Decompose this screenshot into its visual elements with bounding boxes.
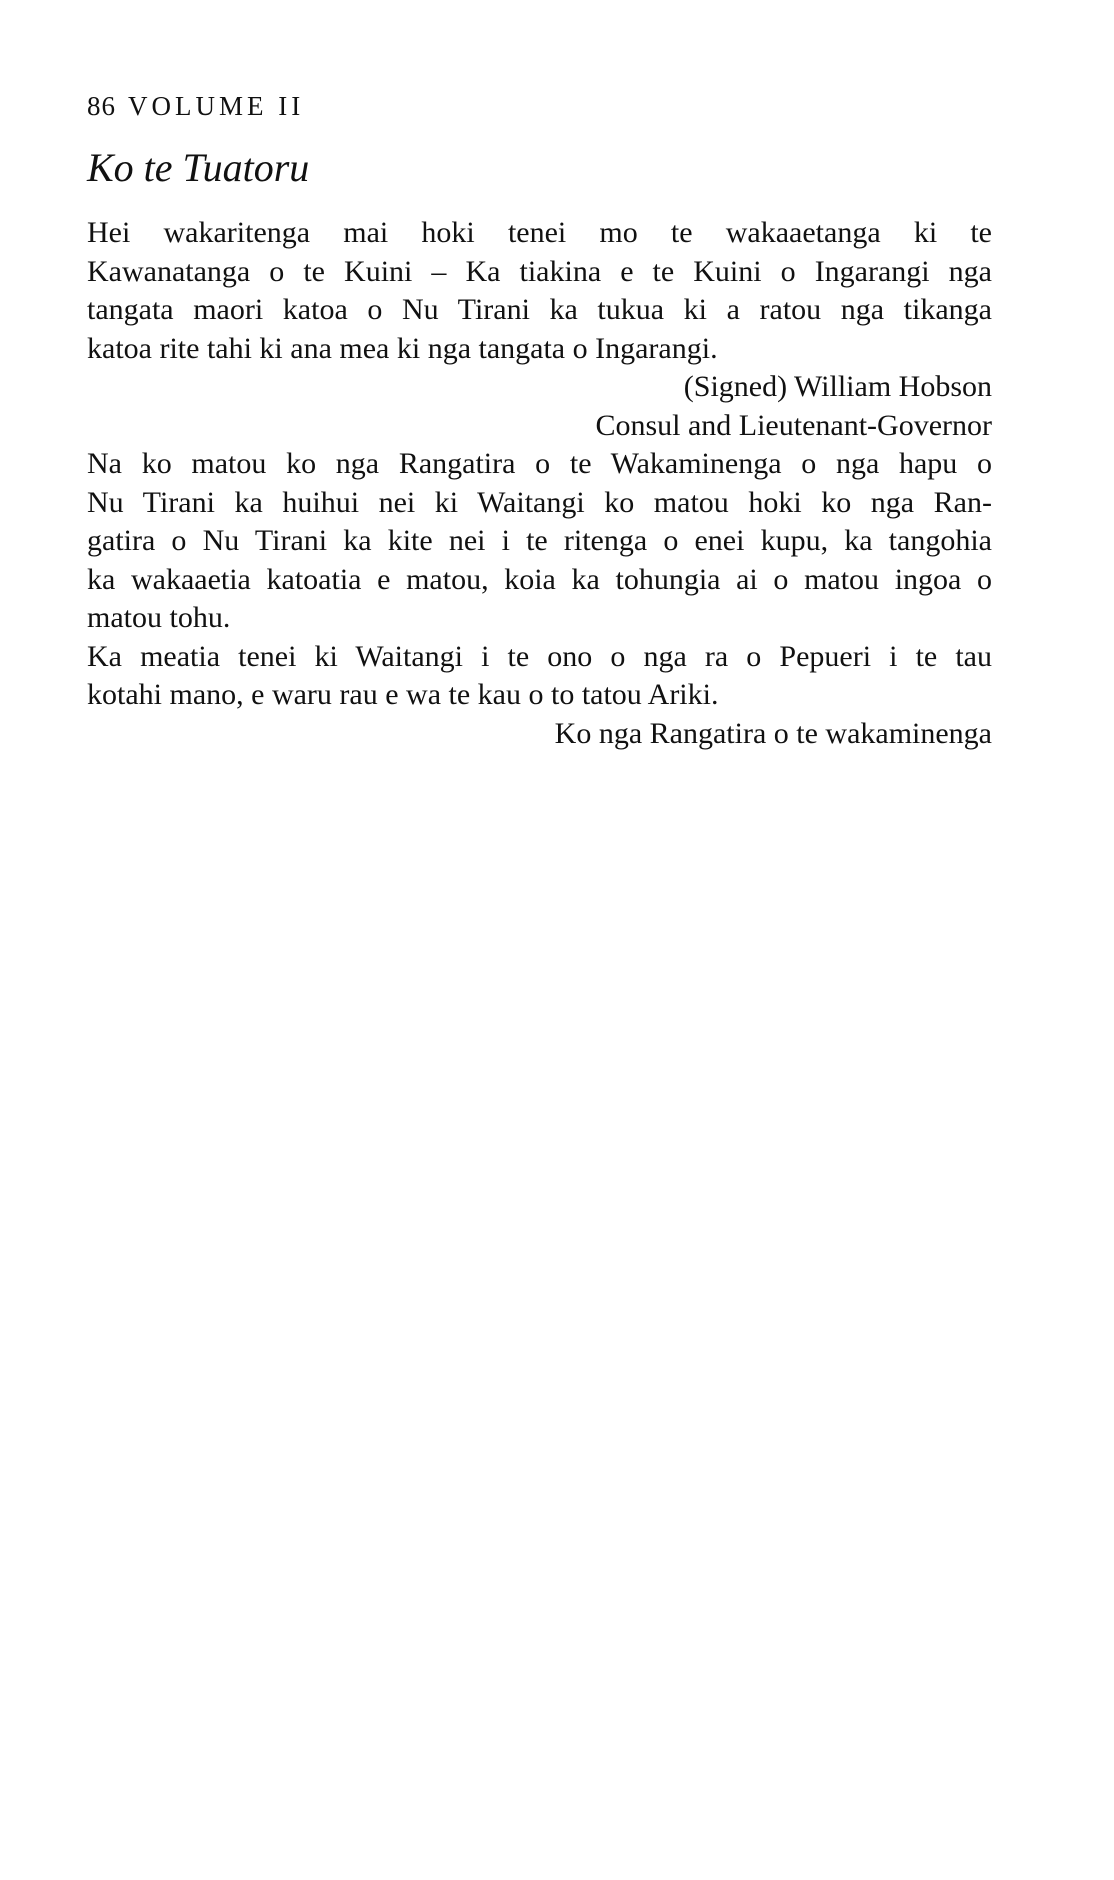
chiefs-line: gatira o Nu Tirani ka kite nei i te ritenga o enei kupu, ka tangohia: [87, 524, 992, 557]
chiefs-line: matou tohu.: [87, 601, 231, 634]
date-paragraph: [87, 638, 992, 715]
page-number: 86: [87, 91, 116, 121]
article-three-paragraph: [87, 214, 992, 368]
chiefs-paragraph: [87, 445, 992, 638]
closing-line: Ko nga Rangatira o te wakaminenga: [554, 716, 992, 750]
chiefs-line: Nu Tirani ka huihui nei ki Waitangi ko matou hoki ko nga Ran-: [87, 485, 992, 519]
section-title: Ko te Tuatoru: [87, 145, 310, 190]
volume-label: VOLUME II: [128, 91, 305, 121]
signature-title: Consul and Lieutenant-Governor: [595, 408, 992, 442]
article-line: katoa rite tahi ki ana mea ki nga tangata o Ingarangi.: [87, 331, 718, 365]
page-content: [87, 88, 992, 753]
article-line: Kawanatanga o te Kuini – Ka tiakina e te Kuini o Ingarangi nga: [87, 254, 992, 288]
article-line: tangata maori katoa o Nu Tirani ka tukua ki a ratou nga tikanga: [87, 293, 992, 326]
chiefs-line: ka wakaaetia katoatia e matou, koia ka tohungia ai o matou ingoa o: [87, 562, 992, 596]
chiefs-line: Na ko matou ko nga Rangatira o te Wakaminenga o nga hapu o: [87, 447, 992, 480]
article-line: Hei wakaritenga mai hoki tenei mo te wakaaetanga ki te: [87, 216, 992, 249]
signature-name: (Signed) William Hobson: [683, 370, 992, 403]
date-line: Ka meatia tenei ki Waitangi i te ono o nga ra o Pepueri i te tau: [87, 639, 992, 673]
running-header: [87, 88, 992, 124]
date-line: kotahi mano, e waru rau e wa te kau o to tatou Ariki.: [87, 678, 719, 711]
